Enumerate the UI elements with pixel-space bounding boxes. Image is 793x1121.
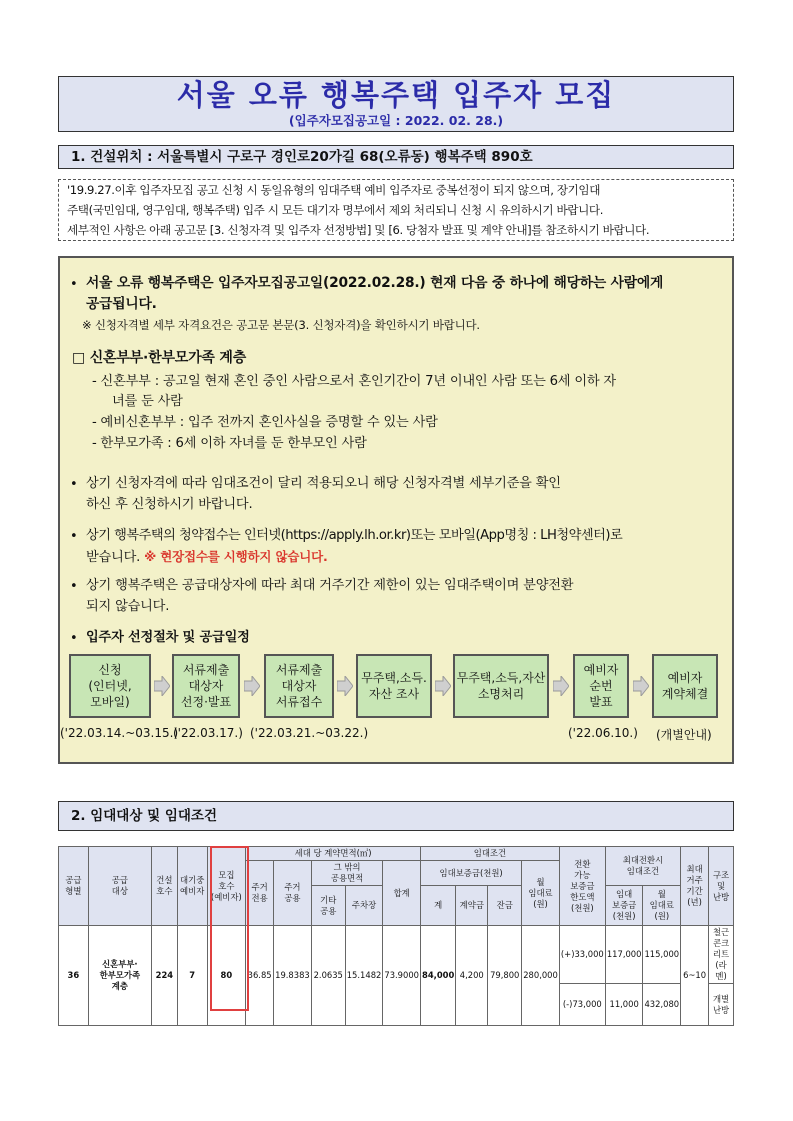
notice-line-1: '19.9.27.이후 입주자모집 공고 신청 시 동일유형의 임대주택 예비 입주자로 중복선정이 되지 않으며, 장기임대 — [67, 183, 601, 197]
th-area: 세대 당 계약면적(㎡) — [246, 847, 421, 861]
section-1-heading: 1. 건설위치 : 서울특별시 구로구 경인로20가길 68(오류동) 행복주택 890호 — [58, 145, 734, 169]
cell-maxdep-1: 117,000 — [605, 926, 643, 984]
cell-type: 36 — [59, 926, 89, 1026]
page-title: 서울 오류 행복주택 입주자 모집 — [176, 78, 616, 112]
group-single-parent: - 한부모가족 : 6세 이하 자녀를 둔 한부모인 사람 — [92, 436, 367, 451]
flow-date-1: ('22.03.14.~03.15.) — [60, 726, 179, 740]
cell-built: 224 — [151, 926, 177, 1026]
th-convertible: 전환 가능 보증금 한도액 (천원) — [559, 847, 605, 926]
notice-line-3: 세부적인 사항은 아래 공고문 [3. 신청자격 및 입주자 선정방법] 및 [6. 당첨자 발표 및 계약 안내]를 참조하시기 바랍니다. — [67, 223, 650, 237]
b2-line2: 하신 후 신청하시기 바랍니다. — [86, 497, 253, 512]
arrow-right-icon — [553, 676, 569, 696]
b3-line2-text: 받습니다. — [86, 550, 141, 565]
bullet: • — [70, 631, 78, 646]
flow-date-3: ('22.03.21.~03.22.) — [250, 726, 369, 740]
cell-maxdep-2: 11,000 — [605, 984, 643, 1026]
flow-step-7 — [652, 654, 718, 718]
group-newlywed-line2: 녀를 둔 사람 — [112, 394, 183, 409]
cell-contract: 4,200 — [456, 926, 488, 1026]
th-recruit: 모집 호수 (예비자) — [207, 847, 246, 926]
th-other-shared: 그 밖의 공용면적 — [311, 861, 383, 886]
cell-structure: 철근 콘크 리트 (라멘) — [709, 926, 734, 984]
b5-heading: 입주자 선정절차 및 공급일정 — [86, 630, 250, 645]
th-rent: 월 임대료 (원) — [522, 861, 560, 926]
cell-other: 2.0635 — [311, 926, 345, 1026]
eligibility-box — [58, 256, 734, 764]
th-parking: 주차장 — [345, 886, 383, 926]
cell-target: 신혼부부· 한부모가족 계층 — [88, 926, 151, 1026]
th-other: 기타 공용 — [311, 886, 345, 926]
flow-step-text: 무주택,소득,자산 — [456, 671, 546, 685]
group-prewed: - 예비신혼부부 : 입주 전까지 혼인사실을 증명할 수 있는 사람 — [92, 415, 438, 430]
flow-step-text: 모바일) — [90, 695, 130, 709]
th-deposit-total: 계 — [421, 886, 456, 926]
flow-step-3 — [264, 654, 334, 718]
th-type: 공급 형별 — [59, 847, 89, 926]
arrow-right-icon — [435, 676, 451, 696]
cell-convert-plus: (+)33,000 — [559, 926, 605, 984]
cell-convert-minus: (-)73,000 — [559, 984, 605, 1026]
flow-step-text: 무주택,소득. — [361, 671, 427, 685]
rental-conditions-table — [58, 846, 734, 1026]
cell-maxrent-2: 432,080 — [643, 984, 681, 1026]
flow-step-text: 예비자 — [583, 663, 619, 677]
th-max-rent: 월 임대료 (원) — [643, 886, 681, 926]
th-balance: 잔금 — [488, 886, 522, 926]
th-conditions: 임대조건 — [421, 847, 560, 861]
notice-line-2: 주택(국민임대, 영구임대, 행복주택) 입주 시 모든 대기자 명부에서 제외 처리되니 신청 시 유의하시기 바랍니다. — [67, 203, 603, 217]
section-2-heading: 2. 임대대상 및 임대조건 — [58, 801, 734, 831]
flow-step-text: 서류제출 — [275, 663, 323, 677]
cell-rent: 280,000 — [522, 926, 560, 1026]
flow-step-text: 소명처리 — [477, 687, 525, 701]
cell-parking: 15.1482 — [345, 926, 383, 1026]
arrow-right-icon — [337, 676, 353, 696]
flow-step-text: 선정·발표 — [180, 695, 232, 709]
cell-waiting: 7 — [177, 926, 207, 1026]
th-contract: 계약금 — [456, 886, 488, 926]
cell-heating: 개별 난방 — [709, 984, 734, 1026]
arrow-right-icon — [244, 676, 260, 696]
th-waiting: 대기중 예비자 — [177, 847, 207, 926]
b4-line1: 상기 행복주택은 공급대상자에 따라 최대 거주기간 제한이 있는 임대주택이며 분양전환 — [86, 578, 574, 593]
cell-area-total: 73.9000 — [383, 926, 421, 1026]
th-built: 건설 호수 — [151, 847, 177, 926]
flow-step-text: 서류제출 — [182, 663, 230, 677]
b3-line2 — [86, 546, 328, 568]
th-max-deposit: 임대 보증금 (천원) — [605, 886, 643, 926]
cell-exclusive: 36.85 — [246, 926, 274, 1026]
flow-date-2: ('22.03.17.) — [173, 726, 243, 740]
arrow-right-icon — [154, 676, 170, 696]
flow-step-text: 대상자 — [188, 679, 224, 693]
b3-line1: 상기 행복주택의 청약접수는 인터넷(https://apply.lh.or.kr)또는 모바일(App명칭 : LH청약센터)로 — [86, 528, 623, 543]
flow-step-text: 서류접수 — [275, 695, 323, 709]
flow-step-text: 대상자 — [281, 679, 317, 693]
flow-step-text: 계약체결 — [661, 687, 709, 701]
flow-step-text: 발표 — [589, 695, 613, 709]
page-subtitle: (입주자모집공고일 : 2022. 02. 28.) — [288, 113, 504, 128]
flow-step-text: 예비자 — [667, 671, 703, 685]
group-newlywed-line1: - 신혼부부 : 공고일 현재 혼인 중인 사람으로서 혼인기간이 7년 이내인 사람 또는 6세 이하 자 — [92, 374, 616, 389]
th-exclusive: 주거 전용 — [246, 861, 274, 926]
bullet: • — [70, 477, 78, 492]
flow-step-4 — [356, 654, 432, 718]
cell-recruit: 80 — [207, 926, 246, 1026]
b1-line1: 서울 오류 행복주택은 입주자모집공고일(2022.02.28.) 현재 다음 중 하나에 해당하는 사람에게 — [86, 275, 664, 291]
flow-date-4: ('22.06.10.) — [568, 726, 638, 740]
th-target: 공급 대상 — [88, 847, 151, 926]
th-area-total: 합계 — [383, 861, 421, 926]
title-box — [58, 76, 734, 132]
th-structure: 구조 및 난방 — [709, 847, 734, 926]
th-deposit: 임대보증금(천원) — [421, 861, 522, 886]
cell-period: 6~10 — [681, 926, 709, 1026]
flow-step-text: 순번 — [589, 679, 613, 693]
bullet: • — [70, 529, 78, 544]
bullet: • — [70, 277, 78, 292]
bullet: • — [70, 579, 78, 594]
flow-step-text: 신청 — [98, 663, 122, 677]
cell-shared: 19.8383 — [274, 926, 312, 1026]
group-title: □ 신혼부부·한부모가족 계층 — [72, 350, 247, 366]
flow-step-text: 자산 조사 — [368, 687, 420, 701]
flow-step-5 — [453, 654, 549, 718]
b2-line1: 상기 신청자격에 따라 임대조건이 달리 적용되오니 해당 신청자격별 세부기준을 확인 — [86, 476, 561, 491]
cell-maxrent-1: 115,000 — [643, 926, 681, 984]
flow-step-1 — [69, 654, 151, 718]
cell-balance: 79,800 — [488, 926, 522, 1026]
th-shared: 주거 공용 — [274, 861, 312, 926]
onsite-warning: ※ 현장접수를 시행하지 않습니다. — [144, 549, 328, 564]
flow-date-5: (개별안내) — [656, 728, 712, 742]
notice-box — [58, 179, 734, 241]
th-period: 최대 거주 기간 (년) — [681, 847, 709, 926]
arrow-right-icon — [633, 676, 649, 696]
flow-step-text: (인터넷, — [88, 679, 132, 693]
b1-note: ※ 신청자격별 세부 자격요건은 공고문 본문(3. 신청자격)을 확인하시기 바랍니다. — [82, 318, 480, 332]
cell-deposit-total: 84,000 — [421, 926, 456, 1026]
b4-line2: 되지 않습니다. — [86, 599, 170, 614]
flow-step-2 — [172, 654, 240, 718]
th-max-conversion: 최대전환시 임대조건 — [605, 847, 680, 886]
flow-step-6 — [573, 654, 629, 718]
recruit-highlight — [210, 846, 249, 1011]
b1-line2: 공급됩니다. — [86, 296, 157, 312]
